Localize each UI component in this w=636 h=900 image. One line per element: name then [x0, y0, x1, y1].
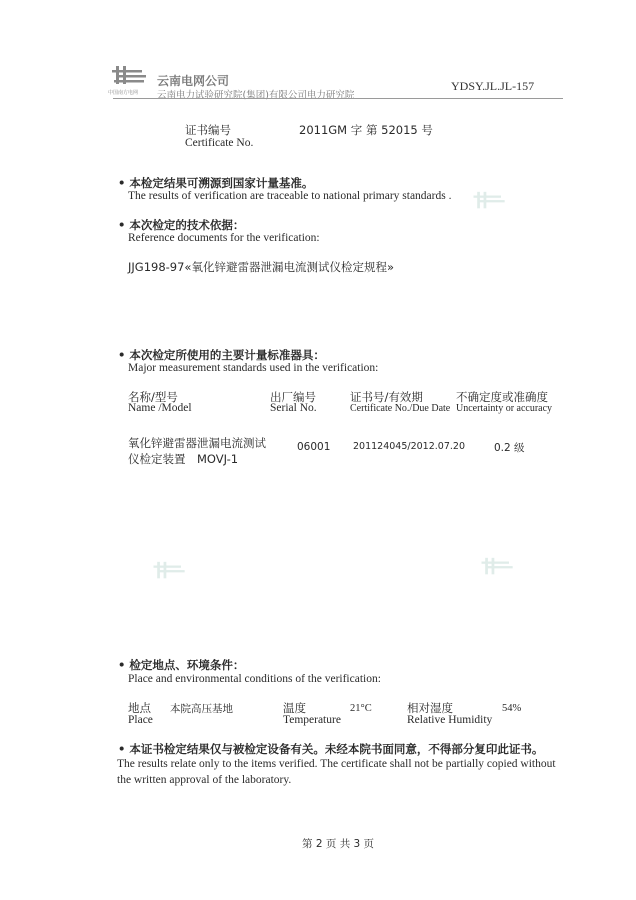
certificate-number: 第 52015 号 [366, 123, 433, 137]
watermark-icon [470, 190, 510, 212]
standard-name-line2: 仪检定装置 MOVJ-1 [128, 452, 239, 466]
certificate-label-cn: 证书编号 [185, 123, 231, 137]
disclaimer-line2: the written approval of the laboratory. [117, 774, 292, 786]
page-number: 第 2 页 共 3 页 [302, 838, 375, 850]
grid-company-logo-icon [112, 64, 148, 88]
col-name-cn: 名称/型号 [128, 390, 178, 404]
col-name-en: Name /Model [128, 402, 192, 414]
reference-text: Reference documents for the verification: [128, 232, 320, 244]
traceability-title: • 本检定结果可溯源到国家计量基准。 [118, 176, 314, 190]
place-label-cn: 地点 [128, 701, 151, 715]
humidity-value: 54% [502, 703, 522, 714]
logo-caption: 中国南方电网 [108, 90, 139, 96]
certificate-number-prefix: 2011GM 字 [299, 123, 363, 137]
conditions-text: Place and environmental conditions of the verification: [128, 673, 381, 685]
col-cert-en: Certificate No./Due Date [350, 403, 451, 414]
disclaimer-title: • 本证书检定结果仅与被检定设备有关。未经本院书面同意，不得部分复印此证书。 [118, 742, 544, 756]
place-value: 本院高压基地 [170, 703, 233, 715]
place-label-en: Place [128, 714, 153, 726]
watermark-icon [150, 560, 190, 582]
certificate-label-en: Certificate No. [185, 137, 254, 149]
col-accuracy-cn: 不确定度或准确度 [456, 390, 548, 404]
temperature-value: 21°C [350, 703, 372, 714]
disclaimer-line1: The results relate only to the items verified. The certificate shall not be partially copied without [117, 758, 556, 770]
standard-serial: 06001 [297, 441, 331, 453]
document-code: YDSY.JL.JL-157 [451, 79, 535, 93]
reference-document: JJG198-97«氧化锌避雷器泄漏电流测试仪检定规程» [128, 260, 394, 274]
traceability-text: The results of verification are traceable to national primary standards . [128, 190, 452, 202]
institute-name: 云南电力试验研究院(集团)有限公司电力研究院 [157, 90, 355, 101]
humidity-label-cn: 相对湿度 [407, 701, 453, 715]
col-serial-cn: 出厂编号 [270, 390, 316, 404]
standard-accuracy: 0.2 级 [494, 442, 525, 454]
temperature-label-cn: 温度 [283, 701, 306, 715]
col-cert-cn: 证书号/有效期 [350, 390, 423, 404]
standards-title: • 本次检定所使用的主要计量标准器具： [118, 348, 325, 362]
header-rule [113, 98, 563, 99]
col-serial-en: Serial No. [270, 402, 317, 414]
col-accuracy-en: Uncertainty or accuracy [456, 403, 553, 414]
watermark-icon [478, 556, 518, 578]
standard-cert: 201124045/2012.07.20 [353, 441, 465, 452]
conditions-title: • 检定地点、环境条件： [118, 658, 245, 672]
company-name: 云南电网公司 [157, 74, 230, 88]
temperature-label-en: Temperature [283, 714, 341, 726]
humidity-label-en: Relative Humidity [407, 714, 493, 726]
reference-title: • 本次检定的技术依据： [118, 218, 245, 232]
standards-text: Major measurement standards used in the verification: [128, 362, 379, 374]
standard-name-line1: 氧化锌避雷器泄漏电流测试 [128, 436, 266, 450]
